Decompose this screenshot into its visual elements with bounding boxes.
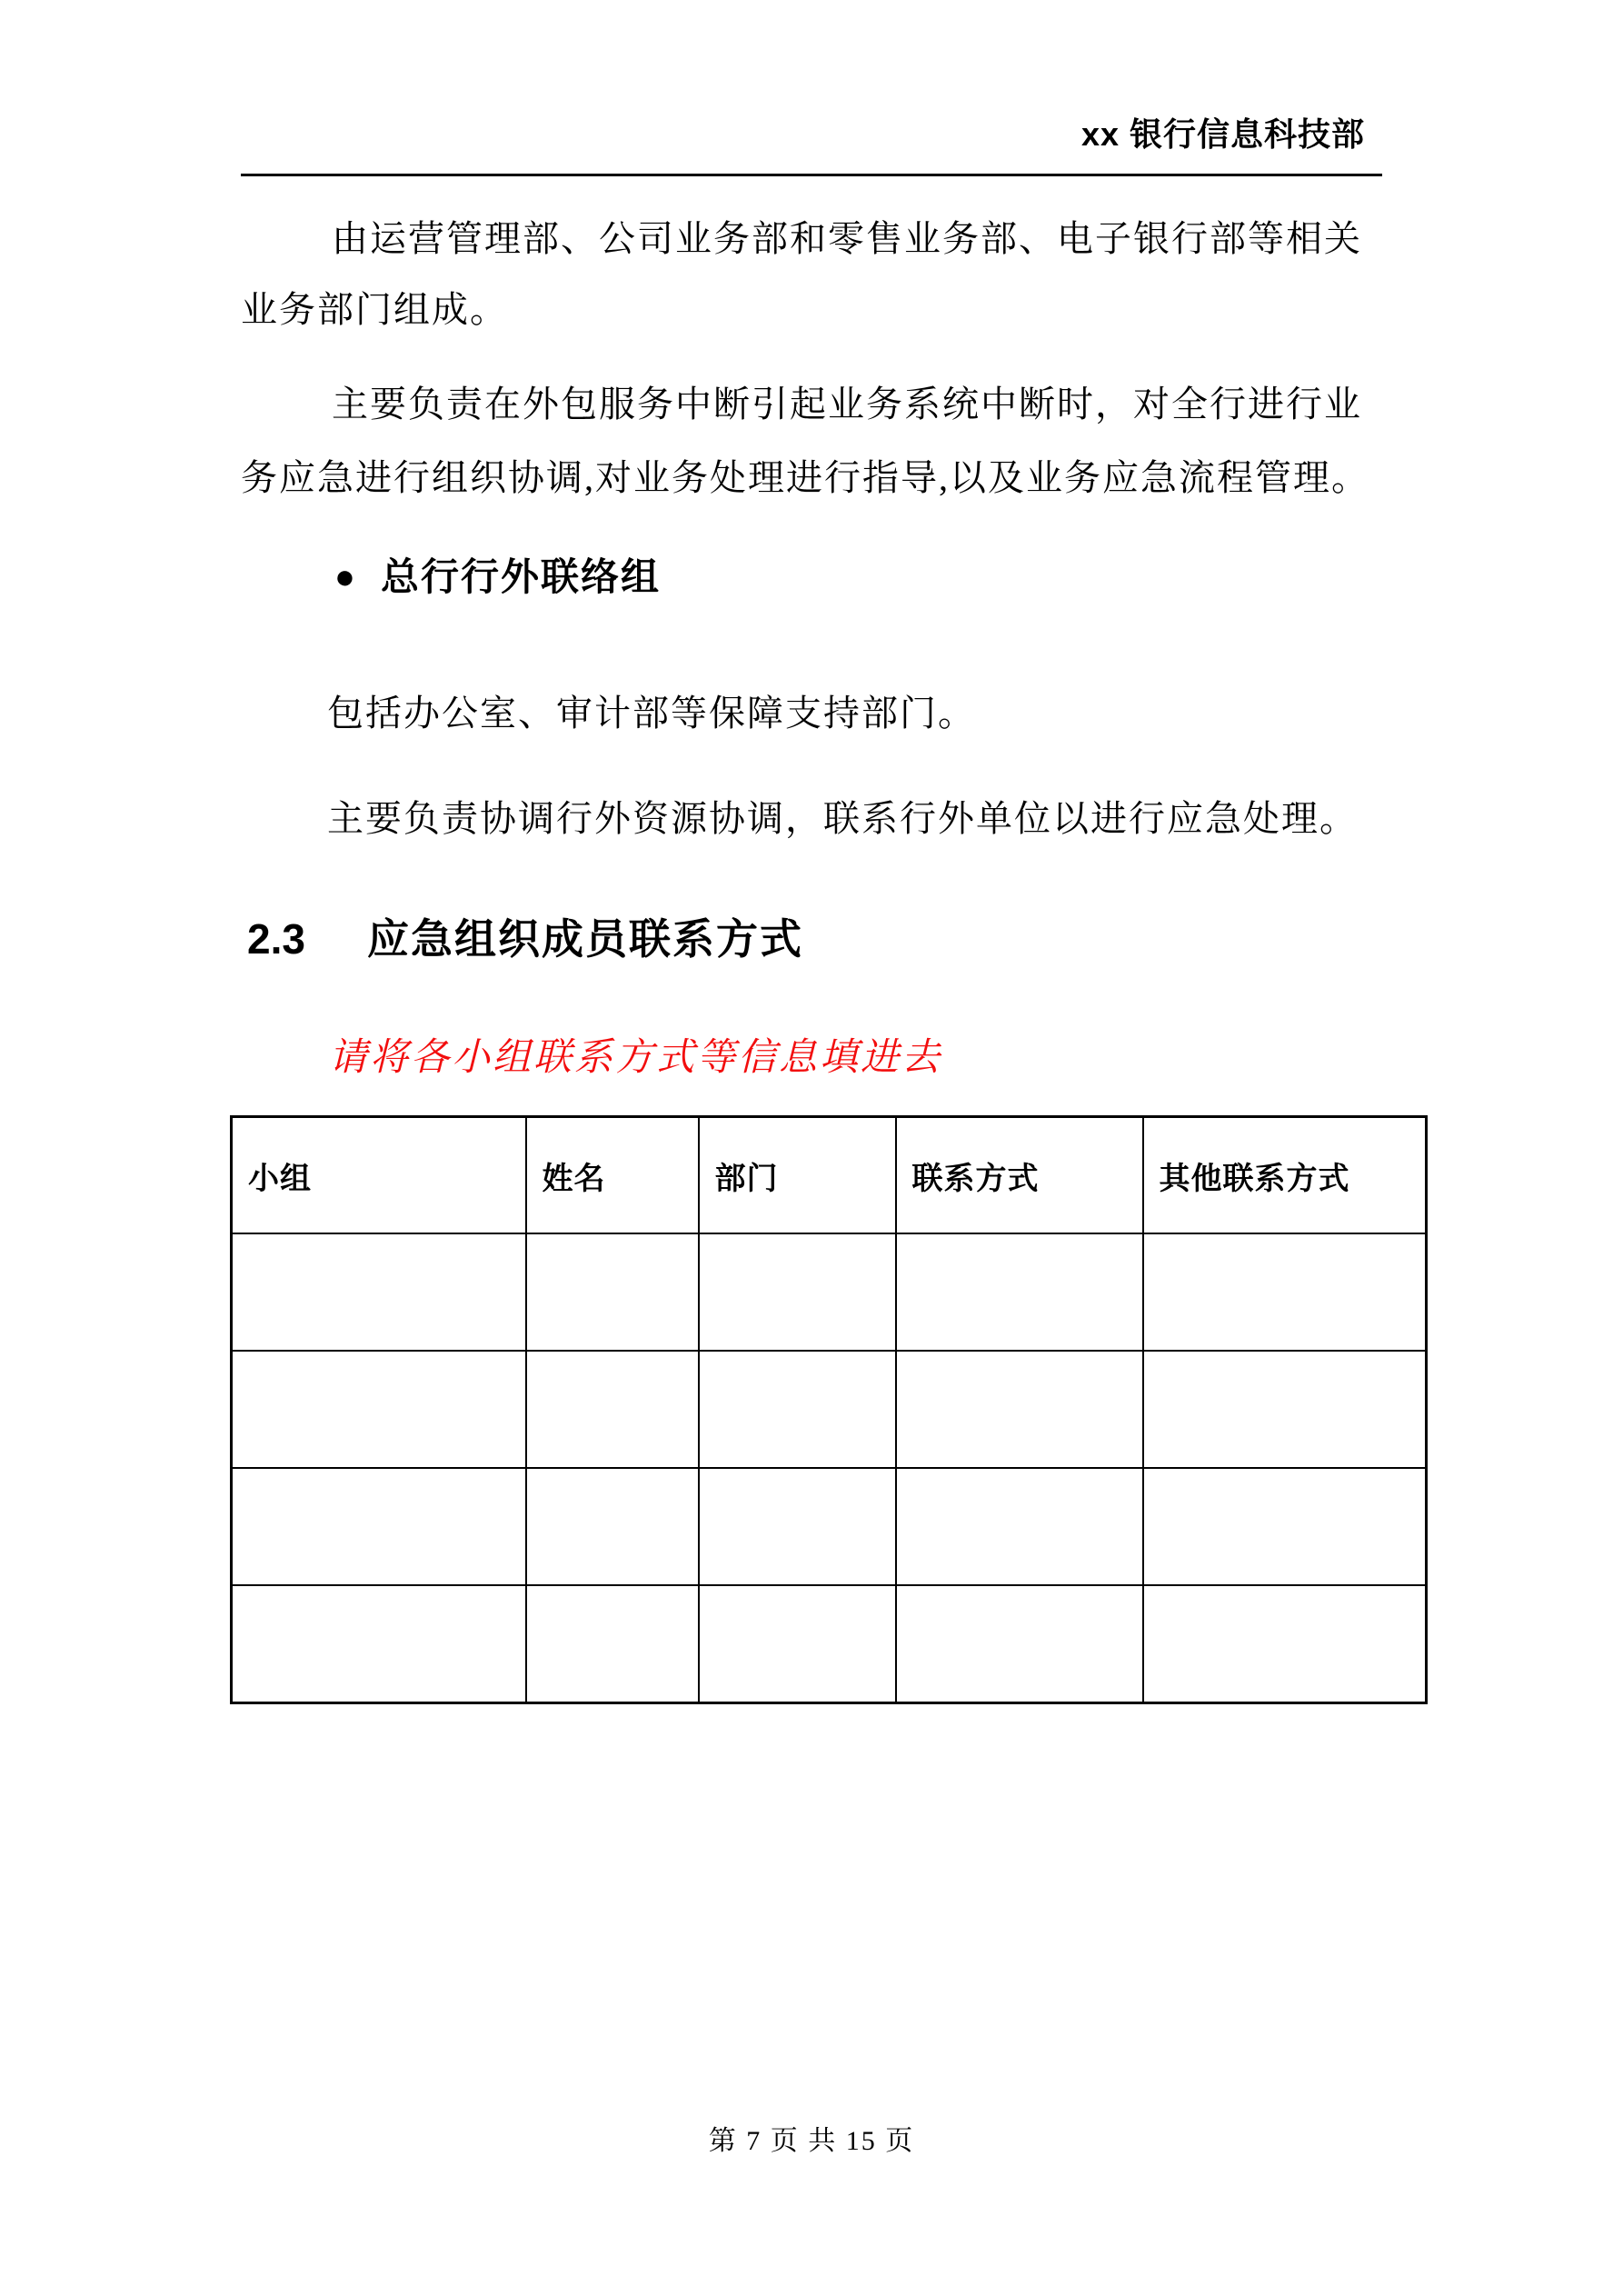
- table-cell: [699, 1585, 896, 1703]
- table-cell: [232, 1585, 526, 1703]
- table-cell: [1143, 1233, 1427, 1351]
- table-cell: [896, 1585, 1143, 1703]
- table-cell: [1143, 1351, 1427, 1468]
- red-annotation-note: 请将各小组联系方式等信息填进去: [329, 1037, 943, 1079]
- bullet-heading: [334, 556, 661, 598]
- table-cell: [526, 1585, 699, 1703]
- table-row: [232, 1351, 1427, 1468]
- bullet-icon: ●: [334, 558, 357, 596]
- section-number: 2.3: [247, 915, 305, 963]
- column-header-department: 部门: [699, 1117, 896, 1234]
- table-cell: [232, 1233, 526, 1351]
- paragraph-2-line-1: 主要负责在外包服务中断引起业务系统中断时，对全行进行业: [332, 384, 1362, 424]
- column-header-name: 姓名: [526, 1117, 699, 1234]
- header-rule: [241, 174, 1382, 176]
- bullet-heading-label: 总行行外联络组: [380, 555, 661, 598]
- table-cell: [896, 1233, 1143, 1351]
- table-cell: [896, 1468, 1143, 1585]
- table-cell: [1143, 1468, 1427, 1585]
- paragraph-4: 主要负责协调行外资源协调，联系行外单位以进行应急处理。: [327, 798, 1358, 839]
- paragraph-1-line-2: 业务部门组成。: [241, 289, 508, 330]
- paragraph-3: 包括办公室、审计部等保障支持部门。: [327, 693, 976, 734]
- section-heading: [247, 916, 803, 962]
- header-department: xx 银行信息科技部: [1080, 115, 1365, 153]
- section-title: 应急组织成员联系方式: [366, 915, 803, 963]
- table-cell: [526, 1233, 699, 1351]
- table-row: [232, 1468, 1427, 1585]
- paragraph-1-line-1: 由运营管理部、公司业务部和零售业务部、电子银行部等相关: [332, 218, 1362, 259]
- paragraph-2-line-2: 务应急进行组织协调,对业务处理进行指导,以及业务应急流程管理。: [241, 457, 1369, 498]
- table-cell: [526, 1468, 699, 1585]
- column-header-group: 小组: [232, 1117, 526, 1234]
- table-cell: [526, 1351, 699, 1468]
- column-header-other-contact: 其他联系方式: [1143, 1117, 1427, 1234]
- table-cell: [699, 1233, 896, 1351]
- table-cell: [1143, 1585, 1427, 1703]
- table-cell: [896, 1351, 1143, 1468]
- table-cell: [699, 1468, 896, 1585]
- table-cell: [699, 1351, 896, 1468]
- contact-table: [230, 1115, 1428, 1704]
- table-cell: [232, 1468, 526, 1585]
- footer-page-number: 第 7 页 共 15 页: [708, 2126, 915, 2156]
- table-row: [232, 1233, 1427, 1351]
- table-cell: [232, 1351, 526, 1468]
- table-row: [232, 1585, 1427, 1703]
- table-header-row: [232, 1117, 1427, 1234]
- column-header-contact: 联系方式: [896, 1117, 1143, 1234]
